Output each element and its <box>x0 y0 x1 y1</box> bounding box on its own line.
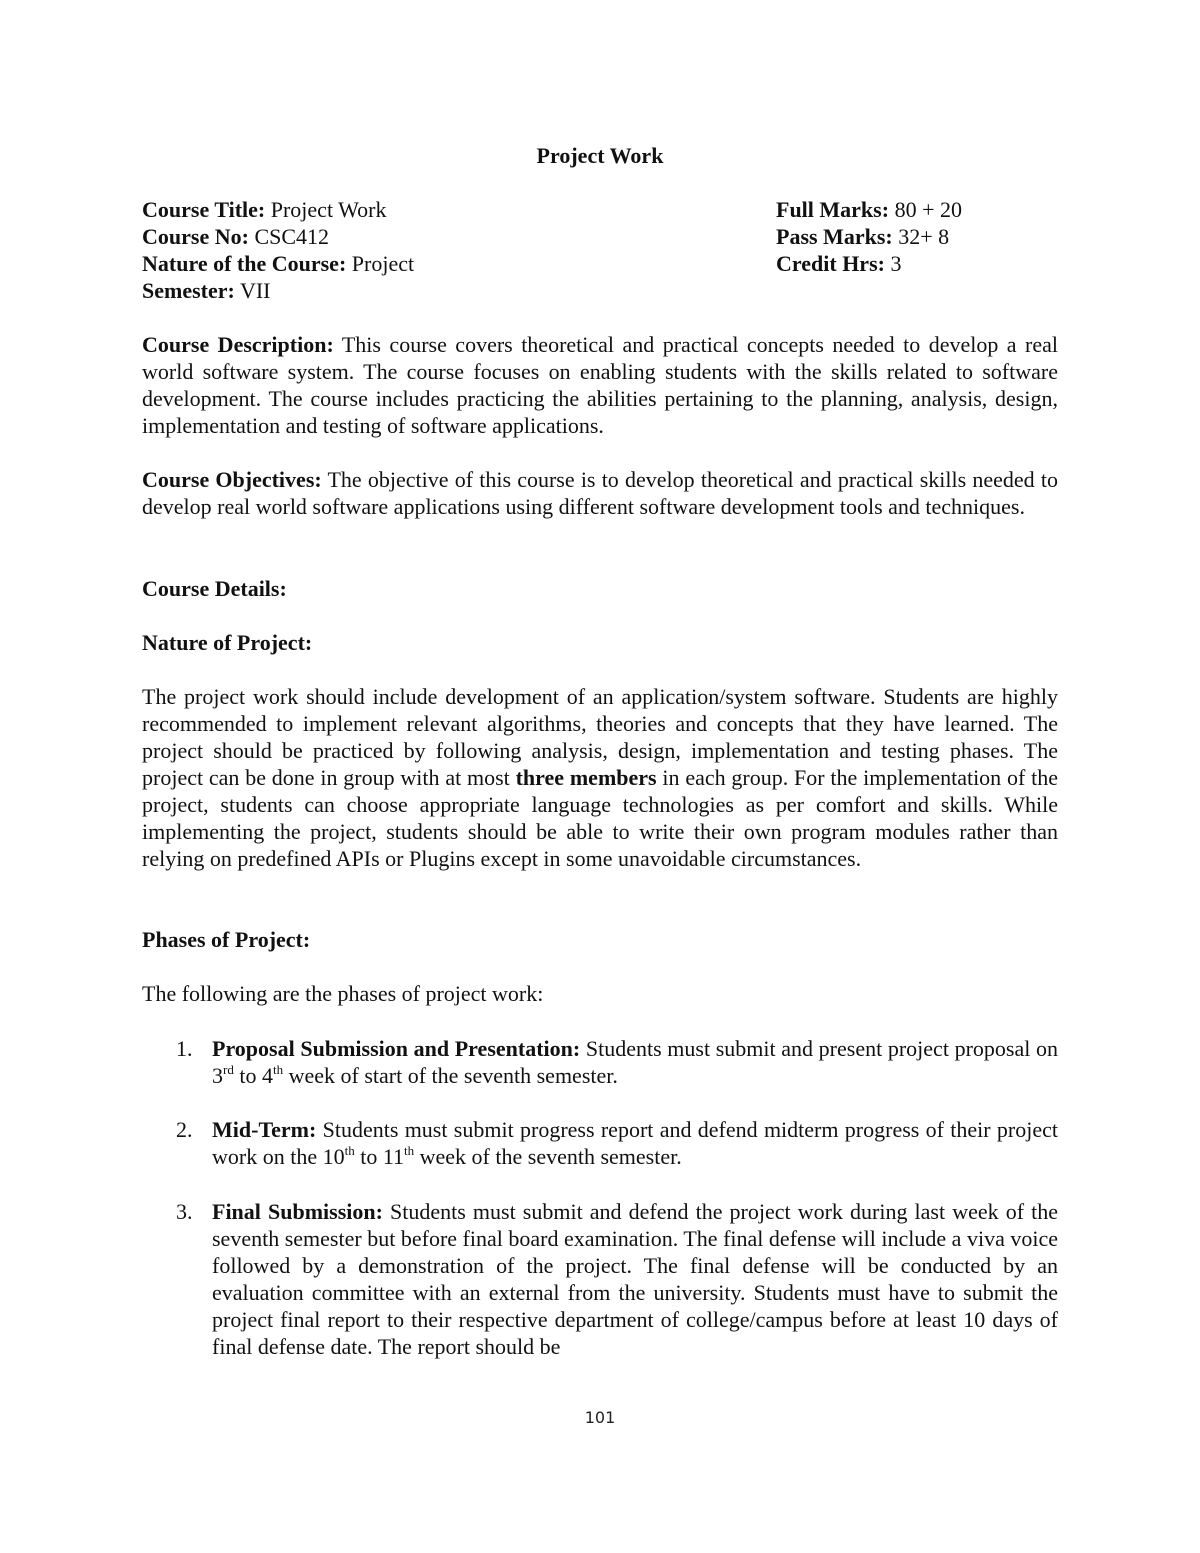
info-label: Course No: <box>142 224 249 249</box>
course-description <box>142 331 1058 439</box>
superscript: th <box>404 1143 415 1158</box>
info-value: CSC412 <box>248 224 330 249</box>
info-label: Credit Hrs: <box>776 251 885 276</box>
info-label: Nature of the Course: <box>142 251 347 276</box>
phase-text <box>212 1035 1058 1089</box>
course-no-row <box>142 223 414 250</box>
info-value: Project Work <box>265 197 387 222</box>
nature-of-project-heading: Nature of Project: <box>142 630 313 655</box>
info-value: 32+ 8 <box>892 224 950 249</box>
phase-label: Final Submission: <box>212 1199 383 1224</box>
nature-text-part: The project work should include development of an application/system software. Students are highly recommended to implement relevant algorithms, theories and concepts that they have learned. The project should be practiced by following analysis, design, implementation and testing phases. The project can be done in group with at most <box>142 684 1058 790</box>
course-details-heading: Course Details: <box>142 576 287 601</box>
phase-text-part: to 4 <box>233 1063 273 1088</box>
phase-text-part: Students must submit and present project proposal on 3 <box>212 1036 1058 1088</box>
phase-text <box>212 1116 1058 1170</box>
phases-heading: Phases of Project: <box>142 927 311 952</box>
nature-text-part: in each group. For the implementation of the project, students can choose appropriate language technologies as per comfort and skills. While implementing the project, students should be able to write their own program modules rather than relying on predefined APIs or Plugins except in some unavoidable circumstances. <box>142 765 1058 871</box>
info-value: VII <box>234 278 271 303</box>
description-text: This course covers theoretical and practical concepts needed to develop a real world software system. The course focuses on enabling students with the skills related to software development. The course includes practicing the abilities pertaining to the planning, analysis, design, implementation and testing of software applications. <box>142 332 1058 438</box>
info-label: Semester: <box>142 278 235 303</box>
list-number: 2. <box>176 1117 193 1142</box>
page-number: 101 <box>584 1408 616 1427</box>
phase-label: Mid-Term: <box>212 1117 317 1142</box>
course-nature-row <box>142 250 414 277</box>
objectives-label: Course Objectives: <box>142 467 322 492</box>
superscript: th <box>272 1062 284 1077</box>
pass-marks-row <box>776 223 962 250</box>
phase-text-part: Students must submit progress report and defend midterm progress of their project work on the 10 <box>212 1117 1058 1169</box>
phases-intro: The following are the phases of project work: <box>142 981 544 1006</box>
superscript: th <box>344 1143 355 1158</box>
phase-text-part: to 11 <box>354 1144 405 1169</box>
list-number: 1. <box>176 1036 193 1061</box>
phase-text-part: week of start of the seventh semester. <box>283 1063 618 1088</box>
description-label: Course Description: <box>142 332 334 357</box>
info-value: Project <box>346 251 415 276</box>
info-label: Pass Marks: <box>776 224 893 249</box>
page-title: Project Work <box>536 143 664 168</box>
info-label: Course Title: <box>142 197 266 222</box>
phase-text <box>212 1198 1058 1360</box>
info-value: 3 <box>884 251 902 276</box>
course-title-row <box>142 196 414 223</box>
course-objectives <box>142 466 1058 520</box>
full-marks-row <box>776 196 962 223</box>
nature-of-project-text <box>142 683 1058 872</box>
course-info-right <box>776 196 962 277</box>
info-value: 80 + 20 <box>889 197 962 222</box>
phase-text-part: Students must submit and defend the project work during last week of the seventh semester but before final board examination. The final defense will include a viva voice followed by a demonstration of the project. The final defense will be conducted by an evaluation committee with an external from the university. Students must have to submit the project final report to their respective department of college/campus before at least 10 days of final defense date. The report should be <box>212 1199 1058 1359</box>
phase-text-part: week of the seventh semester. <box>414 1144 682 1169</box>
list-number: 3. <box>176 1199 193 1224</box>
course-info-left <box>142 196 414 304</box>
objectives-text: The objective of this course is to develop theoretical and practical skills needed to develop real world software applications using different software development tools and techniques. <box>142 467 1058 519</box>
phase-label: Proposal Submission and Presentation: <box>212 1036 581 1061</box>
credit-hours-row <box>776 250 962 277</box>
superscript: rd <box>223 1062 234 1077</box>
nature-bold-text: three members <box>515 765 657 790</box>
semester-row <box>142 277 414 304</box>
info-label: Full Marks: <box>776 197 890 222</box>
